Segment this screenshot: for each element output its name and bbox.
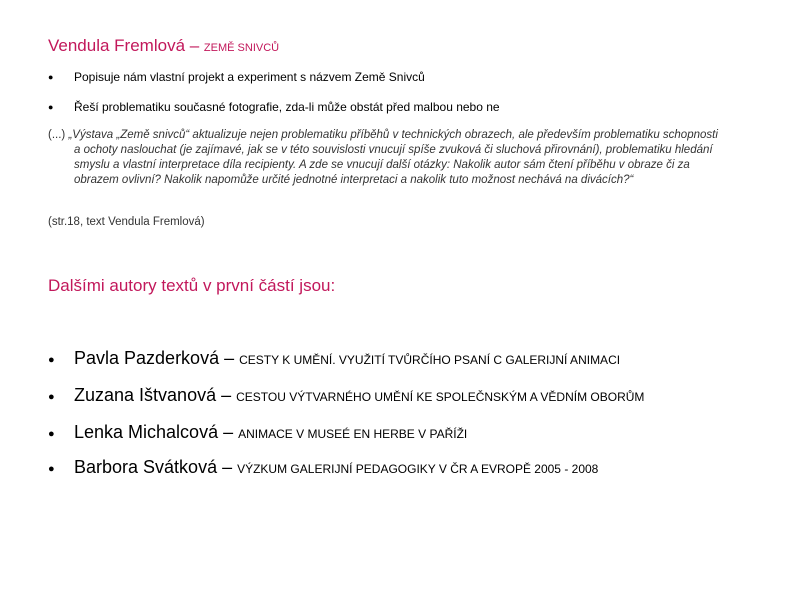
- author-name: Barbora Svátková: [74, 457, 218, 477]
- title-main: Vendula Fremlová –: [48, 36, 204, 55]
- author-dash: –: [218, 422, 239, 442]
- slide-title: [48, 36, 279, 56]
- author-dash: –: [219, 348, 240, 368]
- title-sub: ZEMĚ SNIVCŮ: [203, 42, 280, 54]
- bullet-icon: ●: [48, 463, 55, 475]
- quote-source: (str.18, text Vendula Fremlová): [48, 216, 205, 228]
- author-topic: ANIMACE V MUSEÉ EN HERBE V PAŘÍŽI: [238, 427, 468, 441]
- bullet-icon: ●: [48, 354, 55, 366]
- section-heading: Dalšími autory textů v první částí jsou:: [48, 276, 336, 295]
- bullet-icon: ●: [48, 391, 55, 403]
- bullet-icon: ●: [48, 102, 54, 112]
- quote-block: [48, 128, 720, 188]
- author-name: Pavla Pazderková: [74, 348, 220, 368]
- quote-prefix: (...): [48, 129, 69, 141]
- bullet-icon: ●: [48, 428, 55, 440]
- author-name: Zuzana Ištvanová: [74, 385, 217, 405]
- author-topic: CESTOU VÝTVARNÉHO UMĚNÍ KE SPOLEČNSKÝM A VĚDNÍM OBORŮM: [236, 390, 645, 404]
- author-topic: CESTY K UMĚNÍ. VYUŽITÍ TVŮRČÍHO PSANÍ C GALERIJNÍ ANIMACI: [239, 353, 621, 367]
- author-topic: VÝZKUM GALERIJNÍ PEDAGOGIKY V ČR A EVROPĚ 2005 - 2008: [237, 462, 599, 476]
- bullet-icon: ●: [48, 72, 54, 82]
- author-name: Lenka Michalcová: [74, 422, 219, 442]
- intro-bullet-text: Řeší problematiku současné fotografie, zda-li může obstát před malbou nebo ne: [74, 100, 500, 114]
- quote-text: „Výstava „Země snivců“ aktualizuje nejen problematiku příběhů v technických obrazech, ale především problematiku schopnosti a ochoty naslouchat (je zajímavé, jak se v této souvislosti vnucují spíše zvuková či sluchová přirovnání), problematiku hledání smyslu a vlastní interpretace díla recipienty. A zde se vnucují další otázky: Nakolik autor sám čtení příběhu v obraze či za obrazem ovlivní? Nakolik napomůže určité jednotné interpretaci a nakolik tuto možnost nechává na divácích?“: [68, 129, 718, 186]
- intro-bullet-text: Popisuje nám vlastní projekt a experiment s názvem Země Snivců: [74, 70, 425, 84]
- author-dash: –: [217, 457, 238, 477]
- author-dash: –: [216, 385, 237, 405]
